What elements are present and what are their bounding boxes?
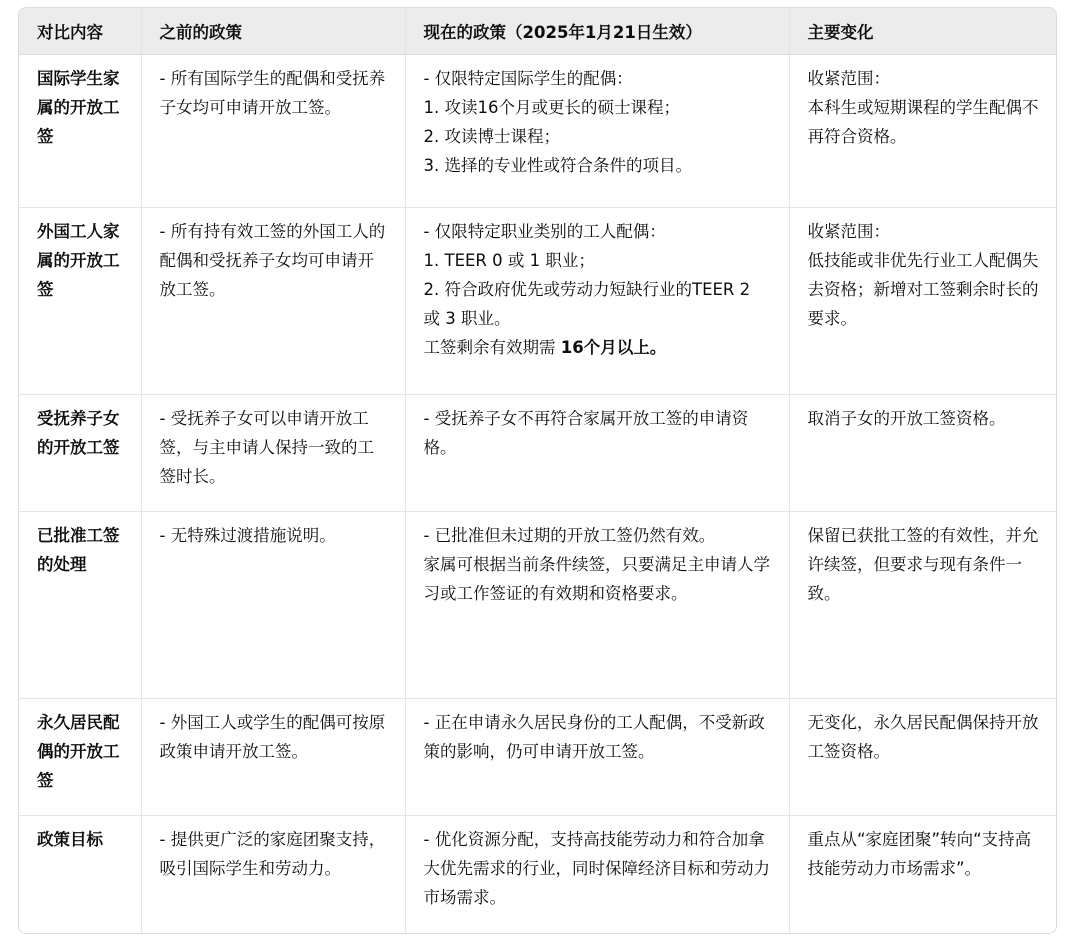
change-line: 收紧范围： [807, 69, 890, 88]
now-line: - 仅限特定国际学生的配偶： [423, 69, 633, 88]
now-line: 1. 攻读16个月或更长的硕士课程； [423, 98, 680, 117]
row-change [789, 395, 1057, 512]
change-line: 重点从“家庭团聚”转向“支持高技能劳动力市场需求”。 [807, 830, 1032, 878]
policy-comparison-table-container [18, 7, 1057, 934]
now-line: 2. 攻读博士课程； [423, 127, 560, 146]
table-row [19, 395, 1057, 512]
row-now [405, 699, 789, 816]
row-now [405, 816, 789, 933]
now-line: - 已批准但未过期的开放工签仍然有效。 [423, 526, 716, 545]
change-line: 取消子女的开放工签资格。 [807, 409, 1006, 428]
row-before: - 受抚养子女可以申请开放工签，与主申请人保持一致的工签时长。 [141, 395, 405, 512]
row-change [789, 512, 1057, 699]
now-line: - 正在申请永久居民身份的工人配偶，不受新政策的影响，仍可申请开放工签。 [423, 713, 765, 761]
now-line [424, 333, 771, 362]
change-line: 收紧范围： [807, 222, 890, 241]
table-row [19, 512, 1057, 699]
table-row [19, 208, 1057, 395]
row-topic: 政策目标 [19, 816, 141, 933]
now-line: 1. TEER 0 或 1 职业； [423, 251, 595, 270]
change-line: 无变化，永久居民配偶保持开放工签资格。 [807, 713, 1039, 761]
table-header-row [19, 8, 1057, 55]
row-topic: 已批准工签的处理 [19, 512, 141, 699]
row-before: - 外国工人或学生的配偶可按原政策申请开放工签。 [141, 699, 405, 816]
now-line: - 受抚养子女不再符合家属开放工签的申请资格。 [423, 409, 749, 457]
change-line: 保留已获批工签的有效性，并允许续签，但要求与现有条件一致。 [807, 526, 1039, 603]
row-change [789, 55, 1057, 208]
now-line: 3. 选择的专业性或符合条件的项目。 [423, 156, 692, 175]
row-now [405, 512, 789, 699]
header-topic: 对比内容 [19, 8, 141, 55]
row-now [405, 208, 789, 395]
row-before: - 提供更广泛的家庭团聚支持，吸引国际学生和劳动力。 [141, 816, 405, 933]
row-topic: 永久居民配偶的开放工签 [19, 699, 141, 816]
header-now: 现在的政策（2025年1月21日生效） [405, 8, 789, 55]
row-change [789, 699, 1057, 816]
policy-comparison-table [19, 8, 1057, 933]
row-topic: 外国工人家属的开放工签 [19, 208, 141, 395]
now-line: - 优化资源分配，支持高技能劳动力和符合加拿大优先需求的行业，同时保障经济目标和劳动力市场需求。 [423, 830, 770, 907]
now-line: 家属可根据当前条件续签，只要满足主申请人学习或工作签证的有效期和资格要求。 [423, 555, 770, 603]
row-now [405, 55, 789, 208]
change-line: 本科生或短期课程的学生配偶不再符合资格。 [807, 98, 1039, 146]
row-topic: 国际学生家属的开放工签 [37, 69, 120, 146]
change-line: 低技能或非优先行业工人配偶失去资格；新增对工签剩余时长的要求。 [807, 251, 1039, 328]
row-change [789, 208, 1057, 395]
now-extra-text: 工签剩余有效期需 [423, 338, 561, 357]
header-before: 之前的政策 [141, 8, 405, 55]
row-before: - 所有国际学生的配偶和受抚养子女均可申请开放工签。 [141, 55, 405, 208]
table-row [19, 699, 1057, 816]
now-line: 2. 符合政府优先或劳动力短缺行业的TEER 2 或 3 职业。 [423, 280, 751, 328]
table-row [19, 55, 1057, 208]
header-change: 主要变化 [789, 8, 1057, 55]
row-before: - 所有持有效工签的外国工人的配偶和受抚养子女均可申请开放工签。 [141, 208, 405, 395]
row-before: - 无特殊过渡措施说明。 [141, 512, 405, 699]
now-line: - 仅限特定职业类别的工人配偶： [423, 222, 666, 241]
table-row [19, 816, 1057, 933]
now-extra-bold: 16个月以上。 [560, 338, 667, 357]
row-topic: 受抚养子女的开放工签 [19, 395, 141, 512]
row-change [789, 816, 1057, 933]
row-now [405, 395, 789, 512]
